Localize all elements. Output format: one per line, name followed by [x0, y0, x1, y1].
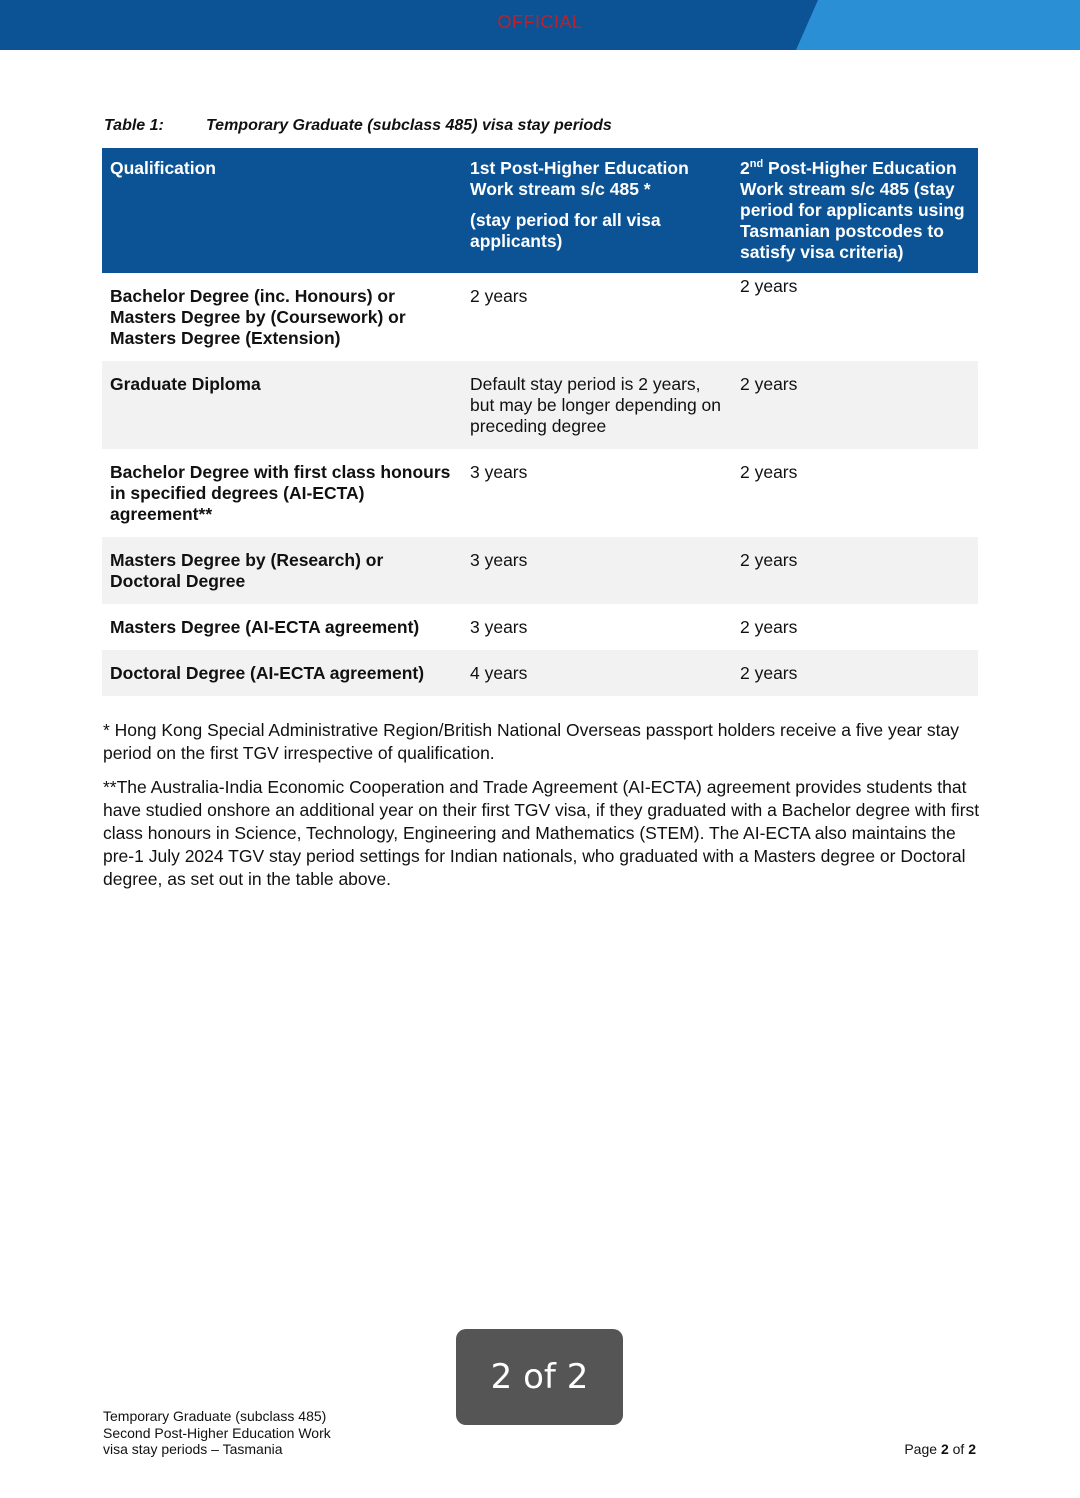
- cell-first-stream: 2 years: [470, 286, 528, 306]
- table-row: [102, 273, 978, 361]
- cell-second-stream: 2 years: [740, 462, 798, 482]
- cell-first-stream: 3 years: [470, 617, 528, 637]
- header-second-stream: 2nd Post-Higher Education Work stream s/c 485 (stay period for applicants using Tasmanian postcodes to satisfy visa criteria): [732, 148, 978, 273]
- header-banner: [0, 0, 1080, 50]
- cell-qualification: Bachelor Degree (inc. Honours) or Masters Degree by (Coursework) or Masters Degree (Extension): [110, 286, 406, 348]
- table-caption-title: Temporary Graduate (subclass 485) visa stay periods: [206, 117, 612, 134]
- cell-qualification: Masters Degree (AI-ECTA agreement): [110, 617, 420, 637]
- classification-label: OFFICIAL: [497, 12, 583, 32]
- cell-qualification: Graduate Diploma: [102, 361, 462, 449]
- table-row: [102, 361, 978, 449]
- header-qualification: Qualification: [102, 148, 462, 273]
- cell-qualification: Doctoral Degree (AI-ECTA agreement): [102, 650, 462, 696]
- stay-period-table: [102, 148, 978, 696]
- footnote-ai-ecta: **The Australia-India Economic Cooperation and Trade Agreement (AI-ECTA) agreement provides students that have studied onshore an additional year on their first TGV visa, if they graduated with a Bachelor degree with first class honours in Science, Technology, Engineering and Mathematics (STEM). The AI-ECTA also maintains the pre-1 July 2024 TGV stay period settings for Indian nationals, who graduated with a Masters degree or Doctoral degree, as set out in the table above.: [103, 777, 980, 889]
- page-indicator-overlay: 2 of 2: [456, 1329, 623, 1425]
- table-row: [102, 604, 978, 650]
- cell-first-stream: Default stay period is 2 years, but may be longer depending on preceding degree: [462, 361, 732, 449]
- table-caption-number: Table 1:: [104, 117, 164, 134]
- cell-second-stream: 2 years: [732, 650, 978, 696]
- table-caption: [104, 117, 612, 135]
- cell-second-stream: 2 years: [732, 537, 978, 604]
- cell-qualification: Masters Degree by (Research) or Doctoral Degree: [102, 537, 462, 604]
- footer-page-number: Page 2 of 2: [904, 1441, 976, 1457]
- table-header-row: [102, 148, 978, 273]
- table-row: [102, 650, 978, 696]
- footnote-hong-kong: * Hong Kong Special Administrative Region/British National Overseas passport holders receive a five year stay period on the first TGV irrespective of qualification.: [103, 720, 959, 763]
- footnotes: [103, 719, 983, 902]
- cell-second-stream: 2 years: [740, 617, 798, 637]
- cell-first-stream: 3 years: [470, 462, 528, 482]
- table-row: [102, 537, 978, 604]
- cell-qualification: Bachelor Degree with first class honours in specified degrees (AI-ECTA) agreement**: [110, 462, 451, 524]
- cell-second-stream: 2 years: [740, 276, 798, 296]
- header-first-line2: (stay period for all visa applicants): [470, 210, 661, 251]
- header-first-line1: 1st Post-Higher Education Work stream s/c 485 *: [470, 158, 689, 199]
- cell-first-stream: 4 years: [462, 650, 732, 696]
- cell-first-stream: 3 years: [462, 537, 732, 604]
- header-first-stream: [462, 148, 732, 273]
- table-row: [102, 449, 978, 537]
- cell-second-stream: 2 years: [732, 361, 978, 449]
- footer-document-title: Temporary Graduate (subclass 485) Second Post-Higher Education Work visa stay periods – Tasmania: [103, 1408, 331, 1457]
